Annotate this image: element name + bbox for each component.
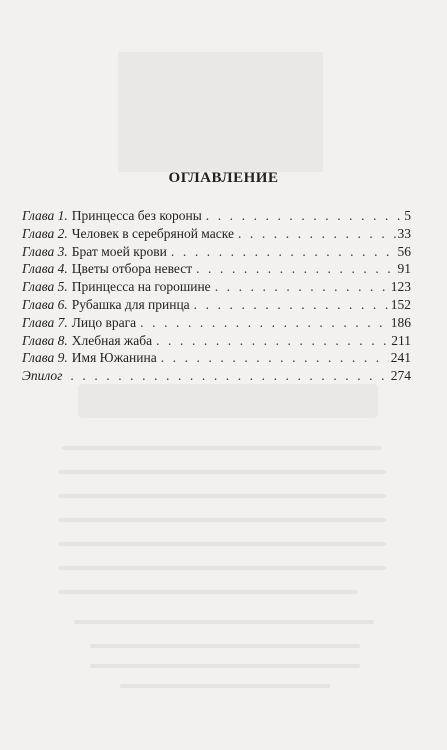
page-title: ОГЛАВЛЕНИЕ [168, 170, 279, 186]
dot-leader [215, 278, 389, 296]
toc-chapter-title: Человек в серебряной маске [71, 225, 234, 241]
toc-page-number: 241 [390, 350, 411, 366]
toc-entry-chapter-4[interactable] [22, 260, 411, 278]
toc-page-number: 91 [397, 261, 411, 277]
dot-leader [156, 332, 389, 350]
dot-leader [171, 243, 396, 261]
toc-chapter-label: Глава 9. [22, 350, 68, 366]
toc-page-number: 123 [390, 279, 411, 295]
toc-chapter-title: Имя Южанина [71, 350, 157, 366]
toc-chapter-label: Глава 2. [22, 225, 68, 241]
toc-chapter-title: Лицо врага [71, 314, 137, 330]
toc-chapter-label: Глава 6. [22, 296, 68, 312]
dot-leader [238, 225, 396, 243]
toc-chapter-label: Глава 8. [22, 332, 68, 348]
toc-chapter-label: Глава 5. [22, 279, 68, 295]
toc-chapter-label: Глава 3. [22, 243, 68, 259]
toc-chapter-label: Глава 4. [22, 261, 68, 277]
dot-leader [140, 314, 389, 332]
toc-entry-chapter-3[interactable] [22, 243, 411, 261]
toc-page-number: 186 [390, 314, 411, 330]
toc-chapter-title: Хлебная жаба [71, 332, 153, 348]
toc-chapter-title: Рубашка для принца [71, 296, 190, 312]
dot-leader [161, 349, 389, 367]
toc-page-number: 33 [397, 225, 411, 241]
toc-page-number: 211 [391, 332, 411, 348]
toc-chapter-title: Цветы отбора невест [71, 261, 193, 277]
toc-entry-chapter-1[interactable] [22, 207, 411, 225]
toc-chapter-label: Глава 1. [22, 208, 68, 223]
toc-page-number: 152 [390, 296, 411, 312]
toc-page-number: 274 [390, 368, 411, 384]
toc-entry-epilogue[interactable] [22, 367, 411, 385]
toc-entry-chapter-6[interactable] [22, 296, 411, 314]
table-of-contents [22, 207, 411, 385]
toc-page-number: 56 [397, 243, 411, 259]
toc-chapter-label: Эпилог [22, 368, 63, 384]
dot-leader [196, 260, 395, 278]
toc-entry-chapter-2[interactable] [22, 225, 411, 243]
dot-leader [206, 207, 402, 225]
toc-chapter-title: Принцесса без короны [71, 208, 202, 223]
toc-chapter-label: Глава 7. [22, 314, 68, 330]
toc-chapter-title: Брат моей крови [71, 243, 167, 259]
dot-leader [194, 296, 389, 314]
toc-entry-chapter-5[interactable] [22, 278, 411, 296]
toc-page-number: 5 [404, 208, 411, 223]
toc-entry-chapter-8[interactable] [22, 332, 411, 350]
toc-chapter-title: Принцесса на горошине [71, 279, 211, 295]
dot-leader [70, 367, 388, 385]
toc-entry-chapter-9[interactable] [22, 349, 411, 367]
toc-entry-chapter-7[interactable] [22, 314, 411, 332]
